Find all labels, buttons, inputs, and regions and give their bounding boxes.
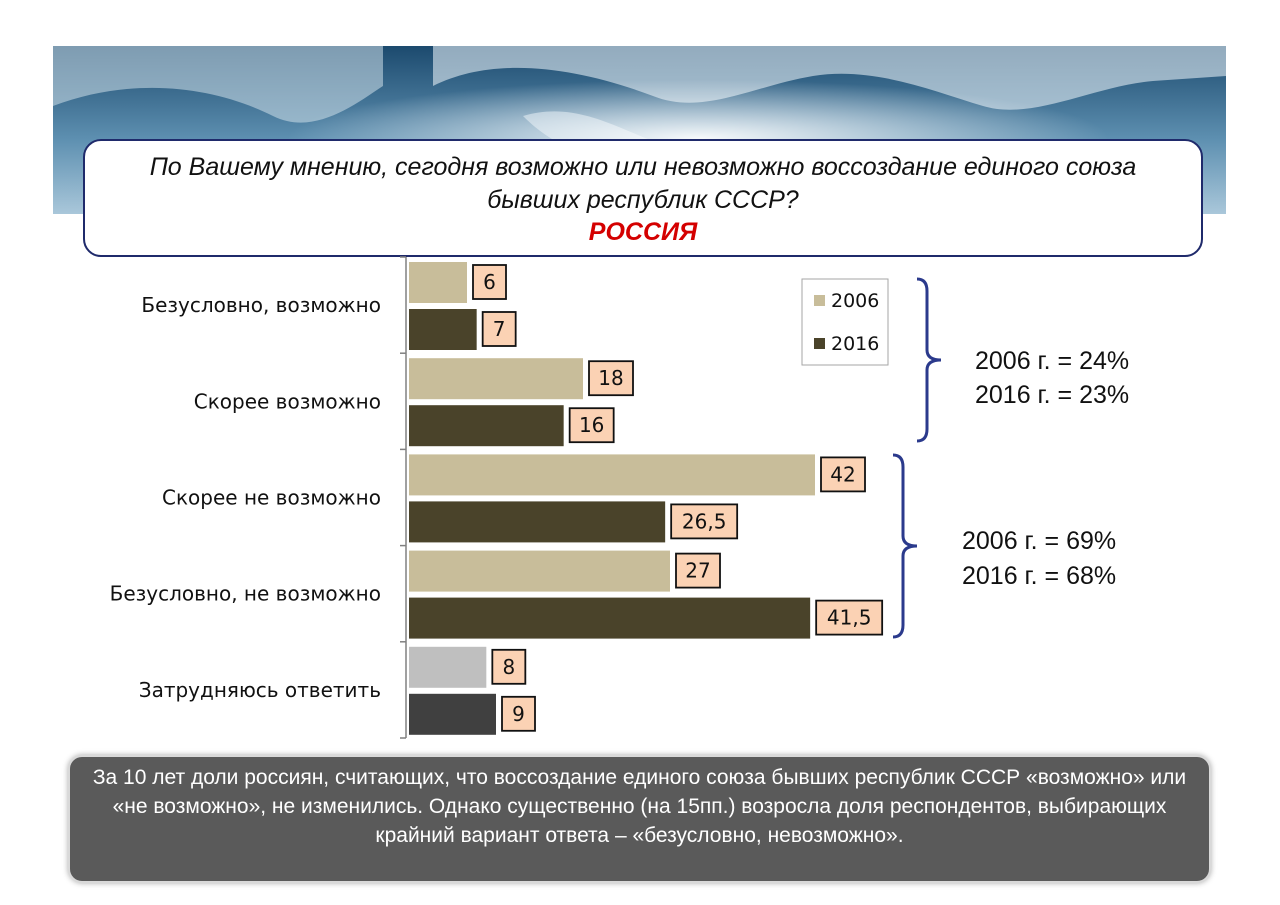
data-label: 6 — [483, 270, 496, 294]
category-label: Безусловно, не возможно — [109, 581, 381, 606]
summary-line: 2016 г. = 23% — [975, 381, 1130, 409]
category-label: Безусловно, возможно — [141, 293, 381, 318]
summary-line: 2006 г. = 69% — [962, 527, 1117, 555]
data-label: 41,5 — [826, 605, 872, 630]
category-label: Затрудняюсь ответить — [138, 677, 381, 702]
legend-swatch-2016 — [814, 338, 825, 349]
data-label: 9 — [512, 701, 525, 726]
bar-2016 — [409, 309, 477, 350]
bracket-possible — [917, 279, 941, 441]
bar-2016 — [409, 405, 564, 446]
data-label: 26,5 — [681, 509, 727, 534]
bar-2016 — [409, 694, 496, 735]
data-label: 18 — [598, 366, 624, 391]
summary-line: 2006 г. = 24% — [975, 347, 1130, 375]
legend-label-2016: 2016 — [831, 333, 880, 355]
bar-2006 — [409, 647, 486, 688]
data-label: 27 — [685, 558, 711, 583]
bar-2006 — [409, 358, 583, 399]
country-label: РОССИЯ — [588, 218, 698, 246]
bar-2016 — [409, 501, 665, 542]
data-label: 42 — [830, 462, 856, 487]
question-text: По Вашему мнению, сегодня возможно или невозможно воссоздание единого союза бывших республик СССР? — [149, 153, 1137, 214]
bar-2006 — [409, 454, 815, 495]
legend-swatch-2006 — [814, 295, 825, 306]
bar-2016 — [409, 598, 810, 639]
summary-line: 2016 г. = 68% — [962, 562, 1117, 590]
bar-2006 — [409, 551, 670, 592]
conclusion-text: За 10 лет доли россиян, считающих, что воссоздание единого союза бывших республик СССР «возможно» или «не возможно», не изменились. Однако существенно (на 15пп.) возросла доля респондентов, выбирающих крайний вариант ответа – «безусловно, невозможно». — [92, 766, 1187, 847]
legend-label-2006: 2006 — [831, 290, 880, 312]
conclusion-box — [68, 755, 1211, 883]
data-label: 7 — [492, 317, 506, 341]
bracket-not-possible — [893, 455, 917, 637]
data-label: 8 — [502, 654, 516, 679]
bar-2006 — [409, 262, 467, 303]
category-label: Скорее возможно — [193, 389, 381, 414]
data-label: 16 — [578, 413, 605, 438]
category-label: Скорее не возможно — [162, 485, 381, 510]
